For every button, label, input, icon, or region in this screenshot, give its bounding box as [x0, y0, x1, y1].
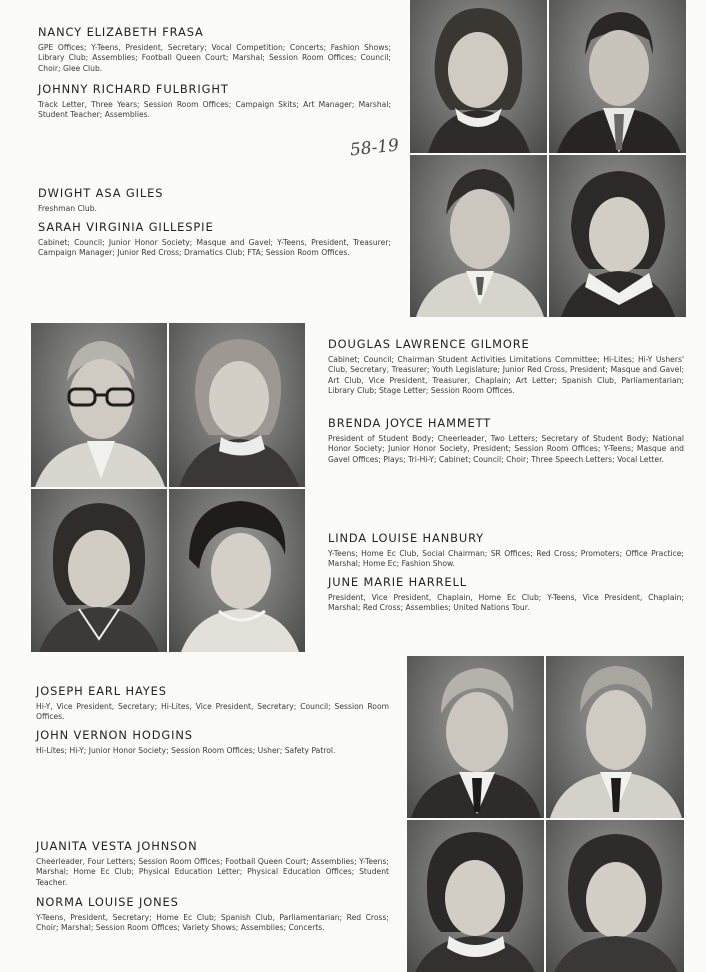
- senior-entry-harrell: [328, 575, 684, 622]
- senior-entry-giles: [38, 186, 391, 222]
- senior-name: JUANITA VESTA JOHNSON: [36, 839, 198, 853]
- portrait-giles: [410, 155, 547, 317]
- portrait-johnson: [407, 820, 544, 972]
- portrait-gilmore: [31, 323, 167, 487]
- portrait-boy-image: [407, 656, 544, 818]
- senior-name: SARAH VIRGINIA GILLESPIE: [38, 220, 214, 234]
- senior-name: JOHNNY RICHARD FULBRIGHT: [38, 82, 229, 96]
- senior-activities: Y-Teens, President, Secretary; Home Ec Club; Spanish Club, Parliamentarian; Red Cross; Choir; Marshal; Session Room Offices; Variety Shows; Assemblies; Concerts.: [36, 913, 389, 933]
- senior-activities: Cabinet; Council; Junior Honor Society; Masque and Gavel; Y-Teens, President, Treasurer; Campaign Manager; Junior Red Cross; Dramatics Club; FTA; Session Room Offices.: [38, 238, 391, 258]
- senior-entry-gilmore: [328, 337, 684, 405]
- senior-activities: Track Letter, Three Years; Session Room Offices; Campaign Skits; Art Manager; Marshal; Student Teacher; Assemblies.: [38, 100, 391, 120]
- portrait-boy-image: [410, 155, 547, 317]
- portrait-girl-image: [169, 323, 305, 487]
- portrait-hanbury: [31, 489, 167, 652]
- senior-activities: Hi-Lites; Hi-Y; Junior Honor Society; Session Room Offices; Usher; Safety Patrol.: [36, 746, 336, 755]
- portrait-fulbright: [549, 0, 686, 153]
- senior-activities: GPE Offices; Y-Teens, President, Secretary; Vocal Competition; Concerts; Fashion Shows; Library Club; Assemblies; Football Queen Court; Marshal; Session Room Offices; Council; Choir; Glee Club.: [38, 43, 391, 73]
- senior-entry-hayes: [36, 684, 389, 731]
- senior-name: BRENDA JOYCE HAMMETT: [328, 416, 492, 430]
- portrait-hodgins: [546, 656, 684, 818]
- senior-entry-johnson: [36, 839, 389, 896]
- portrait-girl-image: [407, 820, 544, 972]
- senior-name: JOSEPH EARL HAYES: [36, 684, 167, 698]
- senior-activities: Cheerleader, Four Letters; Session Room Offices; Football Queen Court; Assemblies; Y-Teens; Marshal; Home Ec Club; Physical Education Letter; Physical Education Offices; Student Teacher.: [36, 857, 389, 887]
- portrait-boy-image: [549, 0, 686, 153]
- senior-name: JOHN VERNON HODGINS: [36, 728, 193, 742]
- senior-name: JUNE MARIE HARRELL: [328, 575, 468, 589]
- handwritten-note: 58-19: [349, 135, 400, 161]
- portrait-hayes: [407, 656, 544, 818]
- portrait-harrell: [169, 489, 305, 652]
- senior-entry-frasa: [38, 25, 391, 82]
- senior-entry-jones: [36, 895, 389, 942]
- senior-entry-hammett: [328, 416, 684, 473]
- senior-entry-hanbury: [328, 531, 684, 578]
- senior-entry-gillespie: [38, 220, 391, 267]
- portrait-girl-image: [546, 820, 684, 972]
- senior-activities: President of Student Body; Cheerleader, Two Letters; Secretary of Student Body; National Honor Society; Junior Honor Society, President; Session Room Offices; Y-Teens; Masque and Gavel Offices; Plays; Tri-Hi-Y; Cabinet; Council; Choir; Three Speech Letters; Vocal Letter.: [328, 434, 684, 464]
- senior-activities: Y-Teens; Home Ec Club, Social Chairman; SR Offices; Red Cross; Promoters; Office Practice; Marshal; Home Ec; Fashion Show.: [328, 549, 684, 569]
- senior-activities: Freshman Club.: [38, 204, 97, 213]
- portrait-hammett: [169, 323, 305, 487]
- senior-name: DOUGLAS LAWRENCE GILMORE: [328, 337, 530, 351]
- portrait-boy-glasses-image: [31, 323, 167, 487]
- senior-name: DWIGHT ASA GILES: [38, 186, 164, 200]
- portrait-jones: [546, 820, 684, 972]
- senior-name: NANCY ELIZABETH FRASA: [38, 25, 204, 39]
- portrait-gillespie: [549, 155, 686, 317]
- senior-entry-hodgins: [36, 728, 389, 764]
- senior-activities: Hi-Y, Vice President, Secretary; Hi-Lites, Vice President, Secretary; Council; Session Room Offices.: [36, 702, 389, 722]
- portrait-girl-image: [31, 489, 167, 652]
- senior-name: LINDA LOUISE HANBURY: [328, 531, 485, 545]
- senior-name: NORMA LOUISE JONES: [36, 895, 179, 909]
- senior-activities: President, Vice President, Chaplain, Home Ec Club; Y-Teens, Vice President, Chaplain; Marshal; Red Cross; Assemblies; United Nations Tour.: [328, 593, 684, 613]
- senior-entry-fulbright: [38, 82, 391, 129]
- portrait-girl-image: [410, 0, 547, 153]
- portrait-boy-image: [546, 656, 684, 818]
- portrait-girl-image: [549, 155, 686, 317]
- portrait-girl-image: [169, 489, 305, 652]
- senior-activities: Cabinet; Council; Chairman Student Activities Limitations Committee; Hi-Lites; Hi-Y Ushers' Club, Secretary, Treasurer; Youth Legislature; Junior Red Cross, President; Masque and Gavel; Art Club, Vice President, Treasurer, Chaplain; Art Letter; Spanish Club, Parliamentarian; Library Club; Stage Letter; Session Room Offices.: [328, 355, 684, 396]
- portrait-frasa: [410, 0, 547, 153]
